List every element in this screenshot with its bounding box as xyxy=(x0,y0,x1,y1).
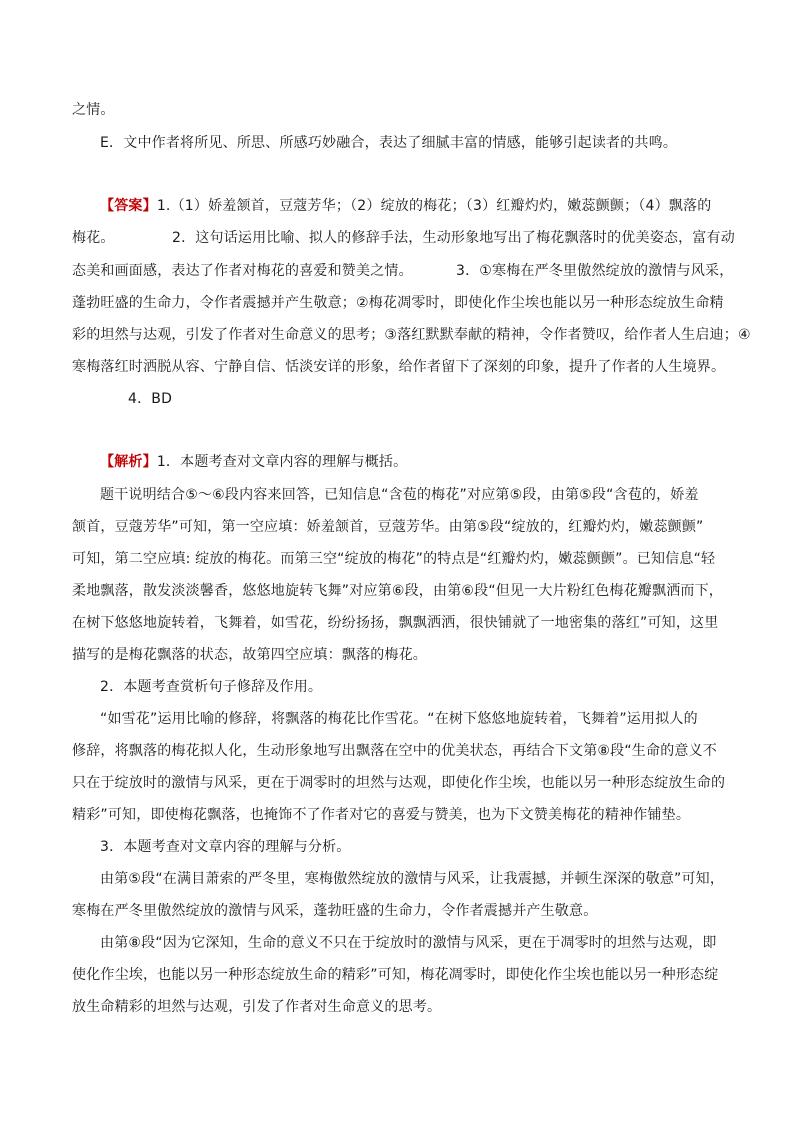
option-e: E．文中作者将所见、所思、所感巧妙融合，表达了细腻丰富的情感，能够引起读者的共鸣。 xyxy=(100,135,678,151)
analysis-text-0: 1．本题考查对文章内容的理解与概括。 xyxy=(156,454,408,470)
analysis-line-10: 只在于绽放时的激情与风采，更在于凋零时的坦然与达观，即使化作尘埃，也能以另一种形态绽放生命的 xyxy=(72,775,726,791)
analysis-line-11: 精彩”可知，即使梅花飘落，也掩饰不了作者对它的喜爱与赞美，也为下文赞美梅花的精神作铺垫。 xyxy=(72,807,691,823)
analysis-line-15: 由第⑧段“因为它深知，生命的意义不只在于绽放时的激情与风采，更在于凋零时的坦然与达观，即 xyxy=(100,935,717,951)
answer-line-3a: 态美和画面感，表达了作者对梅花的喜爱和赞美之情。 xyxy=(72,263,413,279)
analysis-line-14: 寒梅在严冬里傲然绽放的激情与风采，蓬勃旺盛的生命力，令作者震撼并产生敬意。 xyxy=(72,903,598,919)
answer-line-2b: 2．这句话运用比喻、拟人的修辞手法，生动形象地写出了梅花飘落时的优美姿态，富有动 xyxy=(172,230,735,246)
analysis-line-17: 放生命精彩的坦然与达观，引发了作者对生命意义的思考。 xyxy=(72,999,442,1015)
intro-line: 之情。 xyxy=(72,102,115,118)
answer-label: 【答案】 xyxy=(100,198,157,214)
answer-line-6: 寒梅落红时洒脱从容、宁静自信、恬淡安详的形象，给作者留下了深刻的印象，提升了作者的人生境界。 xyxy=(72,359,726,375)
analysis-line-2: 颔首，豆蔻芳华”可知，第一空应填：娇羞颔首，豆蔻芳华。由第⑤段“绽放的，红瓣灼灼，嫩蕊颤颤” xyxy=(72,519,704,535)
analysis-line-3: 可知，第二空应填: 绽放的梅花。而第三空“绽放的梅花”的特点是“红瓣灼灼，嫩蕊颤颤”。已知信息“轻 xyxy=(72,551,716,567)
analysis-line-9: 修辞，将飘落的梅花拟人化，生动形象地写出飘落在空中的优美状态，再结合下文第⑧段“生命的意义不 xyxy=(72,743,718,759)
analysis-line-4: 柔地飘落，散发淡淡馨香，悠悠地旋转飞舞”对应第⑥段，由第⑥段“但见一大片粉红色梅花瓣飘洒而下， xyxy=(72,583,724,599)
answer-text-1: 1.（1）娇羞颔首，豆蔻芳华；（2）绽放的梅花；（3）红瓣灼灼，嫩蕊颤颤；（4）飘落的 xyxy=(156,198,712,214)
analysis-line-8: “如雪花”运用比喻的修辞，将飘落的梅花比作雪花。“在树下悠悠地旋转着，飞舞着”运用拟人的 xyxy=(100,711,698,727)
analysis-line-13: 由第⑤段“在满目萧索的严冬里，寒梅傲然绽放的激情与风采，让我震撼，并顿生深深的敬意”可知， xyxy=(100,871,725,887)
analysis-line-0 xyxy=(100,452,407,472)
answer-line-2a: 梅花。 xyxy=(72,230,115,246)
analysis-line-1: 题干说明结合⑤～⑥段内容来回答，已知信息“含苞的梅花”对应第⑤段，由第⑤段“含苞的，娇羞 xyxy=(100,487,699,503)
answer-line-3b: 3．①寒梅在严冬里傲然绽放的激情与风采， xyxy=(456,263,734,279)
answer-line-4: 蓬勃旺盛的生命力，令作者震撼并产生敬意；②梅花凋零时，即使化作尘埃也能以另一种形态绽放生命精 xyxy=(72,295,724,311)
analysis-line-6: 描写的是梅花飘落的状态，故第四空应填：飘落的梅花。 xyxy=(72,647,427,663)
answer-line-7: 4．BD xyxy=(128,391,173,407)
analysis-line-7: 2．本题考查赏析句子修辞及作用。 xyxy=(100,679,323,695)
analysis-line-16: 使化作尘埃，也能以另一种形态绽放生命的精彩”可知，梅花凋零时，即使化作尘埃也能以另一种形态绽 xyxy=(72,967,719,983)
analysis-line-5: 在树下悠悠地旋转着，飞舞着，如雪花，纷纷扬扬，飘飘洒洒，很快铺就了一地密集的落红”可知，这里 xyxy=(72,615,719,631)
answer-line-1 xyxy=(100,196,711,216)
analysis-label: 【解析】 xyxy=(100,454,157,470)
answer-line-5: 彩的坦然与达观，引发了作者对生命意义的思考；③落红默默奉献的精神，令作者赞叹，给作者人生启迪；④ xyxy=(72,327,751,343)
analysis-line-12: 3．本题考查对文章内容的理解与分析。 xyxy=(100,839,351,855)
